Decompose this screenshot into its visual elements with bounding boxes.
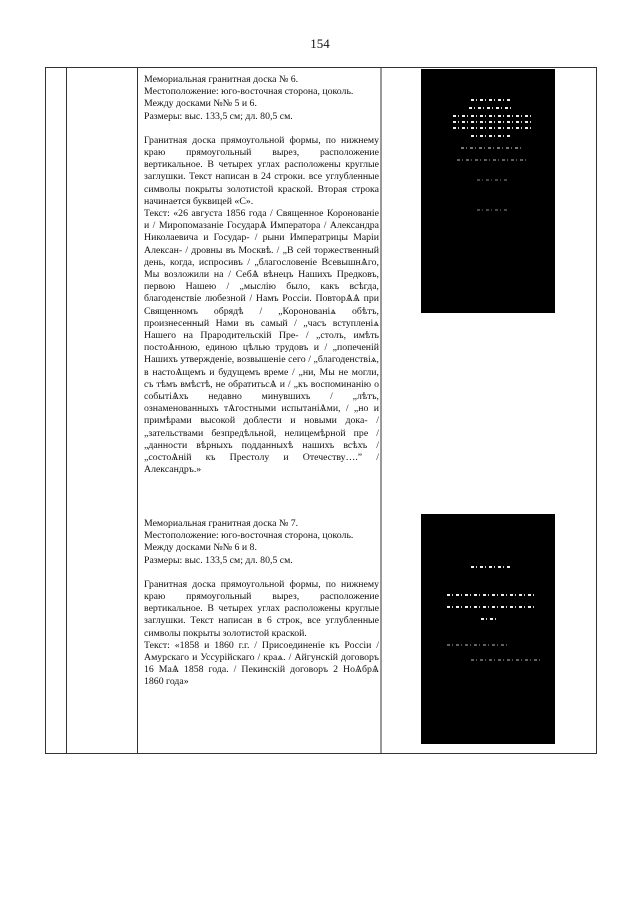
plaque-between: Между досками №№ 6 и 8. bbox=[144, 542, 257, 554]
plaque-6-description-cell bbox=[144, 74, 379, 477]
plaque-7-photo bbox=[421, 514, 555, 744]
column-divider bbox=[66, 68, 67, 753]
plaque-7-description-cell bbox=[144, 518, 379, 689]
page-number: 154 bbox=[310, 36, 330, 51]
plaque-location: Местоположение: юго-восточная сторона, цоколь. bbox=[144, 530, 354, 542]
plaque-6-photo bbox=[421, 69, 555, 313]
plaque-description: Гранитная доска прямоугольной формы, по нижнему краю прямоугольный вырез, расположение вертикальное. В четырех углах расположены круглые заглушки. Текст написан в 24 строки. все углубленные символы покрыты золотистой краской. Вторая строка начинается буквицей «С». bbox=[144, 134, 379, 207]
plaque-location: Местоположение: юго-восточная сторона, цоколь. bbox=[144, 86, 354, 98]
plaque-description: Гранитная доска прямоугольной формы, по нижнему краю прямоугольный вырез, расположение вертикальное. В четырех углах расположены круглые заглушки. Текст написан в 6 строк, все углубленные символы покрыты золотистой краской. bbox=[144, 578, 379, 639]
plaque-size: Размеры: выс. 133,5 см; дл. 80,5 см. bbox=[144, 110, 293, 122]
plaque-title: Мемориальная гранитная доска № 7. bbox=[144, 518, 299, 529]
plaque-between: Между досками №№ 5 и 6. bbox=[144, 98, 257, 110]
plaque-text: Текст: «26 августа 1856 года / Священное Коронованіе и / Миропомазаніе ГосударѦ Императора / Александра Николаевича и Государ- / рыни Императрицы Маріи Алексан- / дровны въ Москвѣ. / „В сей торжественный день, когда, испросивъ / „благословеніе ВсевышнѦго, Мы возложили на / СебѦ вѣнецъ Нашихъ Предковъ, первою Нашею / „мыслію было, какъ всѣгда, благоденствіе любезной / Намъ Россіи. ПовторѦѦ при Священномъ обрядѣ / „Коронованіѧ обѣтъ, произнесенный Нами въ самый / „часъ вступленіѧ Нашего на Прародительскій Пре- / „столъ, имѣть постоѦнною, единою цѣлью трудовъ и / „попеченій Нашихъ утвержденіе, возвышеніе сего / „благоденствіѧ, в настоѦщемъ и будущемъ време / „ни, Мы не могли, съ тѣмъ вмѣстѣ, не обратитьсѦ и / „къ воспоминанію о событіѦхъ недавно минувшихъ / „лѣтъ, ознаменованныхъ тѦгостными испытаніѦми, / „но и примѣрами высокой доблести и новыми дока- / „зательствами безпредѣльной, нелицемѣрной пре / „данности вѣрныхъ подданныхѣ нашихъ всѣхъ / „состоѦній къ Престолу и Отечеству….” / Александръ.» bbox=[144, 208, 379, 476]
plaque-size: Размеры: выс. 133,5 см; дл. 80,5 см. bbox=[144, 554, 293, 566]
plaque-title: Мемориальная гранитная доска № 6. bbox=[144, 74, 299, 85]
column-divider bbox=[380, 68, 382, 753]
plaques-table bbox=[45, 67, 597, 754]
plaque-text: Текст: «1858 и 1860 г.г. / Присоединеніе къ Россіи / Амурскаго и Уссурійскаго / краѧ. / Айгунскій договоръ 16 МаѦ 1858 года. / Пекинскій договоръ 2 НоѦбрѦ 1860 года» bbox=[144, 639, 379, 688]
column-divider bbox=[137, 68, 138, 753]
